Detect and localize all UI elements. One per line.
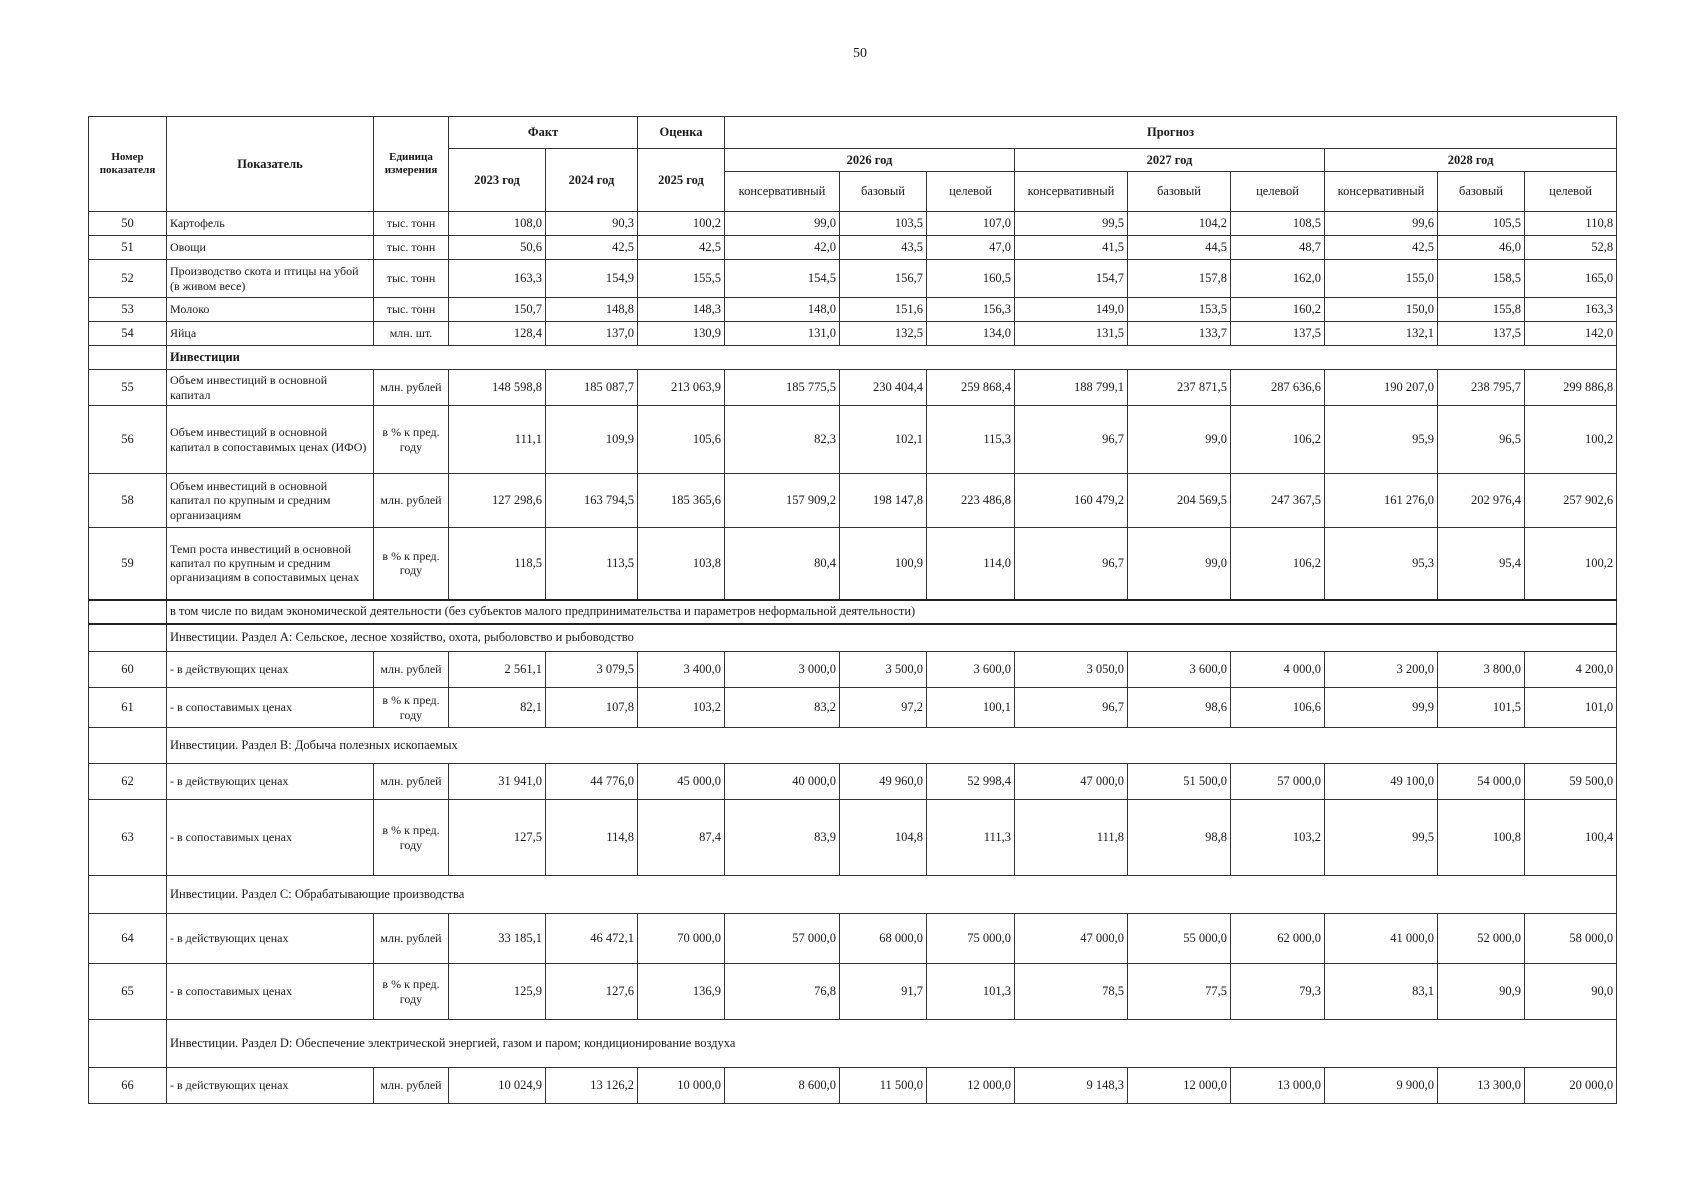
value-cell: 157,8 [1128, 260, 1231, 298]
value-cell: 127,6 [546, 964, 638, 1020]
value-cell: 95,4 [1438, 528, 1525, 600]
header-variant-base: базовый [1438, 172, 1525, 212]
indicator-number: 56 [89, 406, 167, 474]
section-row [89, 728, 1617, 764]
value-cell: 131,0 [725, 322, 840, 346]
value-cell: 47,0 [927, 236, 1015, 260]
indicator-name: Объем инвестиций в основной капитал [167, 370, 374, 406]
header-fact: Факт [449, 117, 638, 149]
value-cell: 105,6 [638, 406, 725, 474]
value-cell: 133,7 [1128, 322, 1231, 346]
indicator-unit: в % к пред. году [374, 800, 449, 876]
value-cell: 77,5 [1128, 964, 1231, 1020]
indicator-unit: в % к пред. году [374, 528, 449, 600]
indicator-number: 53 [89, 298, 167, 322]
value-cell: 44,5 [1128, 236, 1231, 260]
indicator-unit: тыс. тонн [374, 212, 449, 236]
value-cell: 154,7 [1015, 260, 1128, 298]
table-row [89, 406, 1617, 474]
table-row [89, 688, 1617, 728]
value-cell: 158,5 [1438, 260, 1525, 298]
indicator-number: 51 [89, 236, 167, 260]
value-cell: 101,3 [927, 964, 1015, 1020]
value-cell: 46,0 [1438, 236, 1525, 260]
section-row [89, 876, 1617, 914]
value-cell: 12 000,0 [927, 1068, 1015, 1104]
value-cell: 91,7 [840, 964, 927, 1020]
value-cell: 52 000,0 [1438, 914, 1525, 964]
value-cell: 223 486,8 [927, 474, 1015, 528]
table-row [89, 1068, 1617, 1104]
section-num-cell [89, 876, 167, 914]
section-num-cell [89, 346, 167, 370]
value-cell: 31 941,0 [449, 764, 546, 800]
indicator-name: - в действующих ценах [167, 1068, 374, 1104]
value-cell: 3 800,0 [1438, 652, 1525, 688]
section-label: Инвестиции [167, 346, 1617, 370]
value-cell: 47 000,0 [1015, 764, 1128, 800]
header-variant-target: целевой [1525, 172, 1617, 212]
header-year-2023: 2023 год [449, 149, 546, 212]
value-cell: 287 636,6 [1231, 370, 1325, 406]
value-cell: 103,2 [1231, 800, 1325, 876]
value-cell: 49 100,0 [1325, 764, 1438, 800]
indicator-name: - в сопоставимых ценах [167, 800, 374, 876]
table-row [89, 764, 1617, 800]
value-cell: 44 776,0 [546, 764, 638, 800]
value-cell: 104,2 [1128, 212, 1231, 236]
value-cell: 100,2 [1525, 406, 1617, 474]
section-row [89, 1020, 1617, 1068]
value-cell: 103,8 [638, 528, 725, 600]
section-label: Инвестиции. Раздел D: Обеспечение электрической энергией, газом и паром; кондиционирование воздуха [167, 1020, 1617, 1068]
indicator-name: Яйца [167, 322, 374, 346]
value-cell: 99,9 [1325, 688, 1438, 728]
value-cell: 62 000,0 [1231, 914, 1325, 964]
value-cell: 111,8 [1015, 800, 1128, 876]
value-cell: 33 185,1 [449, 914, 546, 964]
value-cell: 114,0 [927, 528, 1015, 600]
value-cell: 50,6 [449, 236, 546, 260]
value-cell: 13 126,2 [546, 1068, 638, 1104]
value-cell: 151,6 [840, 298, 927, 322]
indicator-unit: тыс. тонн [374, 260, 449, 298]
value-cell: 149,0 [1015, 298, 1128, 322]
indicator-number: 63 [89, 800, 167, 876]
indicator-unit: в % к пред. году [374, 688, 449, 728]
value-cell: 99,5 [1015, 212, 1128, 236]
indicator-name: Объем инвестиций в основной капитал в сопоставимых ценах (ИФО) [167, 406, 374, 474]
value-cell: 105,5 [1438, 212, 1525, 236]
value-cell: 4 200,0 [1525, 652, 1617, 688]
section-label: Инвестиции. Раздел С: Обрабатывающие производства [167, 876, 1617, 914]
indicator-name: - в сопоставимых ценах [167, 688, 374, 728]
value-cell: 155,5 [638, 260, 725, 298]
header-variant-target: целевой [927, 172, 1015, 212]
value-cell: 185 087,7 [546, 370, 638, 406]
table-row [89, 528, 1617, 600]
header-unit: Единица измерения [374, 117, 449, 212]
value-cell: 10 024,9 [449, 1068, 546, 1104]
section-label: в том числе по видам экономической деятельности (без субъектов малого предпринимательства и параметров неформальной деятельности) [167, 600, 1617, 624]
table-row [89, 652, 1617, 688]
value-cell: 155,8 [1438, 298, 1525, 322]
value-cell: 213 063,9 [638, 370, 725, 406]
value-cell: 101,0 [1525, 688, 1617, 728]
table-row [89, 964, 1617, 1020]
value-cell: 48,7 [1231, 236, 1325, 260]
value-cell: 299 886,8 [1525, 370, 1617, 406]
value-cell: 137,0 [546, 322, 638, 346]
value-cell: 42,5 [1325, 236, 1438, 260]
table-row [89, 298, 1617, 322]
value-cell: 4 000,0 [1231, 652, 1325, 688]
value-cell: 10 000,0 [638, 1068, 725, 1104]
value-cell: 125,9 [449, 964, 546, 1020]
indicator-unit: млн. шт. [374, 322, 449, 346]
value-cell: 45 000,0 [638, 764, 725, 800]
indicator-name: - в действующих ценах [167, 652, 374, 688]
value-cell: 13 300,0 [1438, 1068, 1525, 1104]
indicator-name: Производство скота и птицы на убой (в живом весе) [167, 260, 374, 298]
value-cell: 3 079,5 [546, 652, 638, 688]
value-cell: 83,2 [725, 688, 840, 728]
value-cell: 100,9 [840, 528, 927, 600]
indicator-name: Картофель [167, 212, 374, 236]
table-row [89, 914, 1617, 964]
value-cell: 154,9 [546, 260, 638, 298]
value-cell: 83,9 [725, 800, 840, 876]
value-cell: 188 799,1 [1015, 370, 1128, 406]
value-cell: 106,2 [1231, 406, 1325, 474]
value-cell: 99,0 [1128, 528, 1231, 600]
value-cell: 111,1 [449, 406, 546, 474]
header-estimate: Оценка [638, 117, 725, 149]
value-cell: 97,2 [840, 688, 927, 728]
value-cell: 150,0 [1325, 298, 1438, 322]
value-cell: 238 795,7 [1438, 370, 1525, 406]
table-body [89, 212, 1617, 1104]
value-cell: 132,5 [840, 322, 927, 346]
value-cell: 3 000,0 [725, 652, 840, 688]
value-cell: 90,0 [1525, 964, 1617, 1020]
value-cell: 134,0 [927, 322, 1015, 346]
indicator-name: Овощи [167, 236, 374, 260]
value-cell: 3 600,0 [927, 652, 1015, 688]
value-cell: 42,0 [725, 236, 840, 260]
value-cell: 111,3 [927, 800, 1015, 876]
value-cell: 103,5 [840, 212, 927, 236]
value-cell: 156,3 [927, 298, 1015, 322]
table-row [89, 212, 1617, 236]
header-variant-conservative: консервативный [1325, 172, 1438, 212]
header-forecast: Прогноз [725, 117, 1617, 149]
section-row [89, 624, 1617, 652]
indicator-unit: млн. рублей [374, 764, 449, 800]
value-cell: 99,5 [1325, 800, 1438, 876]
header-year-2026: 2026 год [725, 149, 1015, 172]
value-cell: 20 000,0 [1525, 1068, 1617, 1104]
indicator-number: 65 [89, 964, 167, 1020]
indicator-name: Объем инвестиций в основной капитал по крупным и средним организациям [167, 474, 374, 528]
indicator-unit: млн. рублей [374, 1068, 449, 1104]
value-cell: 103,2 [638, 688, 725, 728]
value-cell: 155,0 [1325, 260, 1438, 298]
indicator-unit: млн. рублей [374, 370, 449, 406]
section-num-cell [89, 1020, 167, 1068]
value-cell: 127,5 [449, 800, 546, 876]
value-cell: 115,3 [927, 406, 1015, 474]
value-cell: 57 000,0 [725, 914, 840, 964]
value-cell: 96,7 [1015, 688, 1128, 728]
value-cell: 9 148,3 [1015, 1068, 1128, 1104]
value-cell: 99,0 [1128, 406, 1231, 474]
header-indicator: Показатель [167, 117, 374, 212]
indicator-unit: тыс. тонн [374, 236, 449, 260]
value-cell: 104,8 [840, 800, 927, 876]
value-cell: 118,5 [449, 528, 546, 600]
value-cell: 101,5 [1438, 688, 1525, 728]
value-cell: 198 147,8 [840, 474, 927, 528]
value-cell: 247 367,5 [1231, 474, 1325, 528]
header-year-2024: 2024 год [546, 149, 638, 212]
value-cell: 100,8 [1438, 800, 1525, 876]
value-cell: 257 902,6 [1525, 474, 1617, 528]
value-cell: 106,6 [1231, 688, 1325, 728]
value-cell: 102,1 [840, 406, 927, 474]
header-year-2027: 2027 год [1015, 149, 1325, 172]
value-cell: 142,0 [1525, 322, 1617, 346]
value-cell: 100,2 [1525, 528, 1617, 600]
value-cell: 132,1 [1325, 322, 1438, 346]
value-cell: 90,3 [546, 212, 638, 236]
value-cell: 42,5 [638, 236, 725, 260]
page-number: 50 [853, 46, 867, 61]
value-cell: 96,5 [1438, 406, 1525, 474]
forecast-table [88, 116, 1617, 1104]
indicator-unit: млн. рублей [374, 914, 449, 964]
value-cell: 82,3 [725, 406, 840, 474]
value-cell: 160,2 [1231, 298, 1325, 322]
value-cell: 83,1 [1325, 964, 1438, 1020]
value-cell: 162,0 [1231, 260, 1325, 298]
value-cell: 95,3 [1325, 528, 1438, 600]
indicator-name: Молоко [167, 298, 374, 322]
value-cell: 96,7 [1015, 406, 1128, 474]
value-cell: 58 000,0 [1525, 914, 1617, 964]
value-cell: 237 871,5 [1128, 370, 1231, 406]
indicator-number: 52 [89, 260, 167, 298]
value-cell: 12 000,0 [1128, 1068, 1231, 1104]
value-cell: 42,5 [546, 236, 638, 260]
value-cell: 49 960,0 [840, 764, 927, 800]
indicator-name: - в действующих ценах [167, 914, 374, 964]
value-cell: 90,9 [1438, 964, 1525, 1020]
value-cell: 3 400,0 [638, 652, 725, 688]
value-cell: 202 976,4 [1438, 474, 1525, 528]
indicator-number: 64 [89, 914, 167, 964]
value-cell: 113,5 [546, 528, 638, 600]
section-num-cell [89, 624, 167, 652]
value-cell: 185 775,5 [725, 370, 840, 406]
value-cell: 163,3 [1525, 298, 1617, 322]
value-cell: 82,1 [449, 688, 546, 728]
value-cell: 148,0 [725, 298, 840, 322]
table-row [89, 236, 1617, 260]
value-cell: 68 000,0 [840, 914, 927, 964]
value-cell: 51 500,0 [1128, 764, 1231, 800]
value-cell: 98,6 [1128, 688, 1231, 728]
indicator-number: 61 [89, 688, 167, 728]
indicator-number: 50 [89, 212, 167, 236]
table-row [89, 322, 1617, 346]
value-cell: 259 868,4 [927, 370, 1015, 406]
value-cell: 55 000,0 [1128, 914, 1231, 964]
header-variant-conservative: консервативный [725, 172, 840, 212]
table-row [89, 260, 1617, 298]
value-cell: 9 900,0 [1325, 1068, 1438, 1104]
value-cell: 79,3 [1231, 964, 1325, 1020]
value-cell: 76,8 [725, 964, 840, 1020]
indicator-number: 58 [89, 474, 167, 528]
indicator-name: - в сопоставимых ценах [167, 964, 374, 1020]
value-cell: 108,0 [449, 212, 546, 236]
value-cell: 107,8 [546, 688, 638, 728]
value-cell: 114,8 [546, 800, 638, 876]
value-cell: 54 000,0 [1438, 764, 1525, 800]
indicator-number: 55 [89, 370, 167, 406]
value-cell: 137,5 [1231, 322, 1325, 346]
table-row [89, 474, 1617, 528]
value-cell: 127 298,6 [449, 474, 546, 528]
value-cell: 100,1 [927, 688, 1015, 728]
indicator-unit: тыс. тонн [374, 298, 449, 322]
value-cell: 153,5 [1128, 298, 1231, 322]
value-cell: 110,8 [1525, 212, 1617, 236]
value-cell: 47 000,0 [1015, 914, 1128, 964]
section-row [89, 600, 1617, 624]
value-cell: 163,3 [449, 260, 546, 298]
header-year-2028: 2028 год [1325, 149, 1617, 172]
value-cell: 131,5 [1015, 322, 1128, 346]
value-cell: 148,8 [546, 298, 638, 322]
section-num-cell [89, 728, 167, 764]
value-cell: 190 207,0 [1325, 370, 1438, 406]
value-cell: 75 000,0 [927, 914, 1015, 964]
value-cell: 3 600,0 [1128, 652, 1231, 688]
indicator-number: 66 [89, 1068, 167, 1104]
value-cell: 99,6 [1325, 212, 1438, 236]
value-cell: 137,5 [1438, 322, 1525, 346]
value-cell: 154,5 [725, 260, 840, 298]
value-cell: 230 404,4 [840, 370, 927, 406]
value-cell: 107,0 [927, 212, 1015, 236]
value-cell: 70 000,0 [638, 914, 725, 964]
header-variant-base: базовый [840, 172, 927, 212]
value-cell: 87,4 [638, 800, 725, 876]
value-cell: 163 794,5 [546, 474, 638, 528]
value-cell: 100,4 [1525, 800, 1617, 876]
value-cell: 100,2 [638, 212, 725, 236]
value-cell: 52,8 [1525, 236, 1617, 260]
value-cell: 41,5 [1015, 236, 1128, 260]
indicator-unit: в % к пред. году [374, 964, 449, 1020]
value-cell: 78,5 [1015, 964, 1128, 1020]
value-cell: 46 472,1 [546, 914, 638, 964]
value-cell: 57 000,0 [1231, 764, 1325, 800]
value-cell: 185 365,6 [638, 474, 725, 528]
value-cell: 106,2 [1231, 528, 1325, 600]
header-year-2025: 2025 год [638, 149, 725, 212]
indicator-unit: в % к пред. году [374, 406, 449, 474]
indicator-name: Темп роста инвестиций в основной капитал по крупным и средним организациям в сопоставимых ценах [167, 528, 374, 600]
value-cell: 204 569,5 [1128, 474, 1231, 528]
indicator-number: 54 [89, 322, 167, 346]
value-cell: 52 998,4 [927, 764, 1015, 800]
value-cell: 96,7 [1015, 528, 1128, 600]
indicator-number: 59 [89, 528, 167, 600]
value-cell: 156,7 [840, 260, 927, 298]
value-cell: 3 050,0 [1015, 652, 1128, 688]
value-cell: 160,5 [927, 260, 1015, 298]
value-cell: 2 561,1 [449, 652, 546, 688]
table-row [89, 800, 1617, 876]
value-cell: 95,9 [1325, 406, 1438, 474]
table-header [89, 117, 1617, 212]
value-cell: 41 000,0 [1325, 914, 1438, 964]
value-cell: 130,9 [638, 322, 725, 346]
header-variant-base: базовый [1128, 172, 1231, 212]
section-label: Инвестиции. Раздел А: Сельское, лесное хозяйство, охота, рыболовство и рыбоводство [167, 624, 1617, 652]
value-cell: 165,0 [1525, 260, 1617, 298]
value-cell: 108,5 [1231, 212, 1325, 236]
value-cell: 128,4 [449, 322, 546, 346]
header-variant-conservative: консервативный [1015, 172, 1128, 212]
value-cell: 3 200,0 [1325, 652, 1438, 688]
value-cell: 99,0 [725, 212, 840, 236]
value-cell: 59 500,0 [1525, 764, 1617, 800]
value-cell: 80,4 [725, 528, 840, 600]
value-cell: 150,7 [449, 298, 546, 322]
section-row [89, 346, 1617, 370]
value-cell: 3 500,0 [840, 652, 927, 688]
value-cell: 11 500,0 [840, 1068, 927, 1104]
indicator-unit: млн. рублей [374, 474, 449, 528]
value-cell: 157 909,2 [725, 474, 840, 528]
section-num-cell [89, 600, 167, 624]
indicator-number: 60 [89, 652, 167, 688]
header-num: Номер показателя [89, 117, 167, 212]
indicator-number: 62 [89, 764, 167, 800]
table-row [89, 370, 1617, 406]
value-cell: 148,3 [638, 298, 725, 322]
value-cell: 43,5 [840, 236, 927, 260]
indicator-unit: млн. рублей [374, 652, 449, 688]
indicator-name: - в действующих ценах [167, 764, 374, 800]
section-label: Инвестиции. Раздел В: Добыча полезных ископаемых [167, 728, 1617, 764]
value-cell: 160 479,2 [1015, 474, 1128, 528]
value-cell: 13 000,0 [1231, 1068, 1325, 1104]
value-cell: 109,9 [546, 406, 638, 474]
value-cell: 8 600,0 [725, 1068, 840, 1104]
value-cell: 161 276,0 [1325, 474, 1438, 528]
value-cell: 148 598,8 [449, 370, 546, 406]
value-cell: 98,8 [1128, 800, 1231, 876]
value-cell: 40 000,0 [725, 764, 840, 800]
header-variant-target: целевой [1231, 172, 1325, 212]
value-cell: 136,9 [638, 964, 725, 1020]
